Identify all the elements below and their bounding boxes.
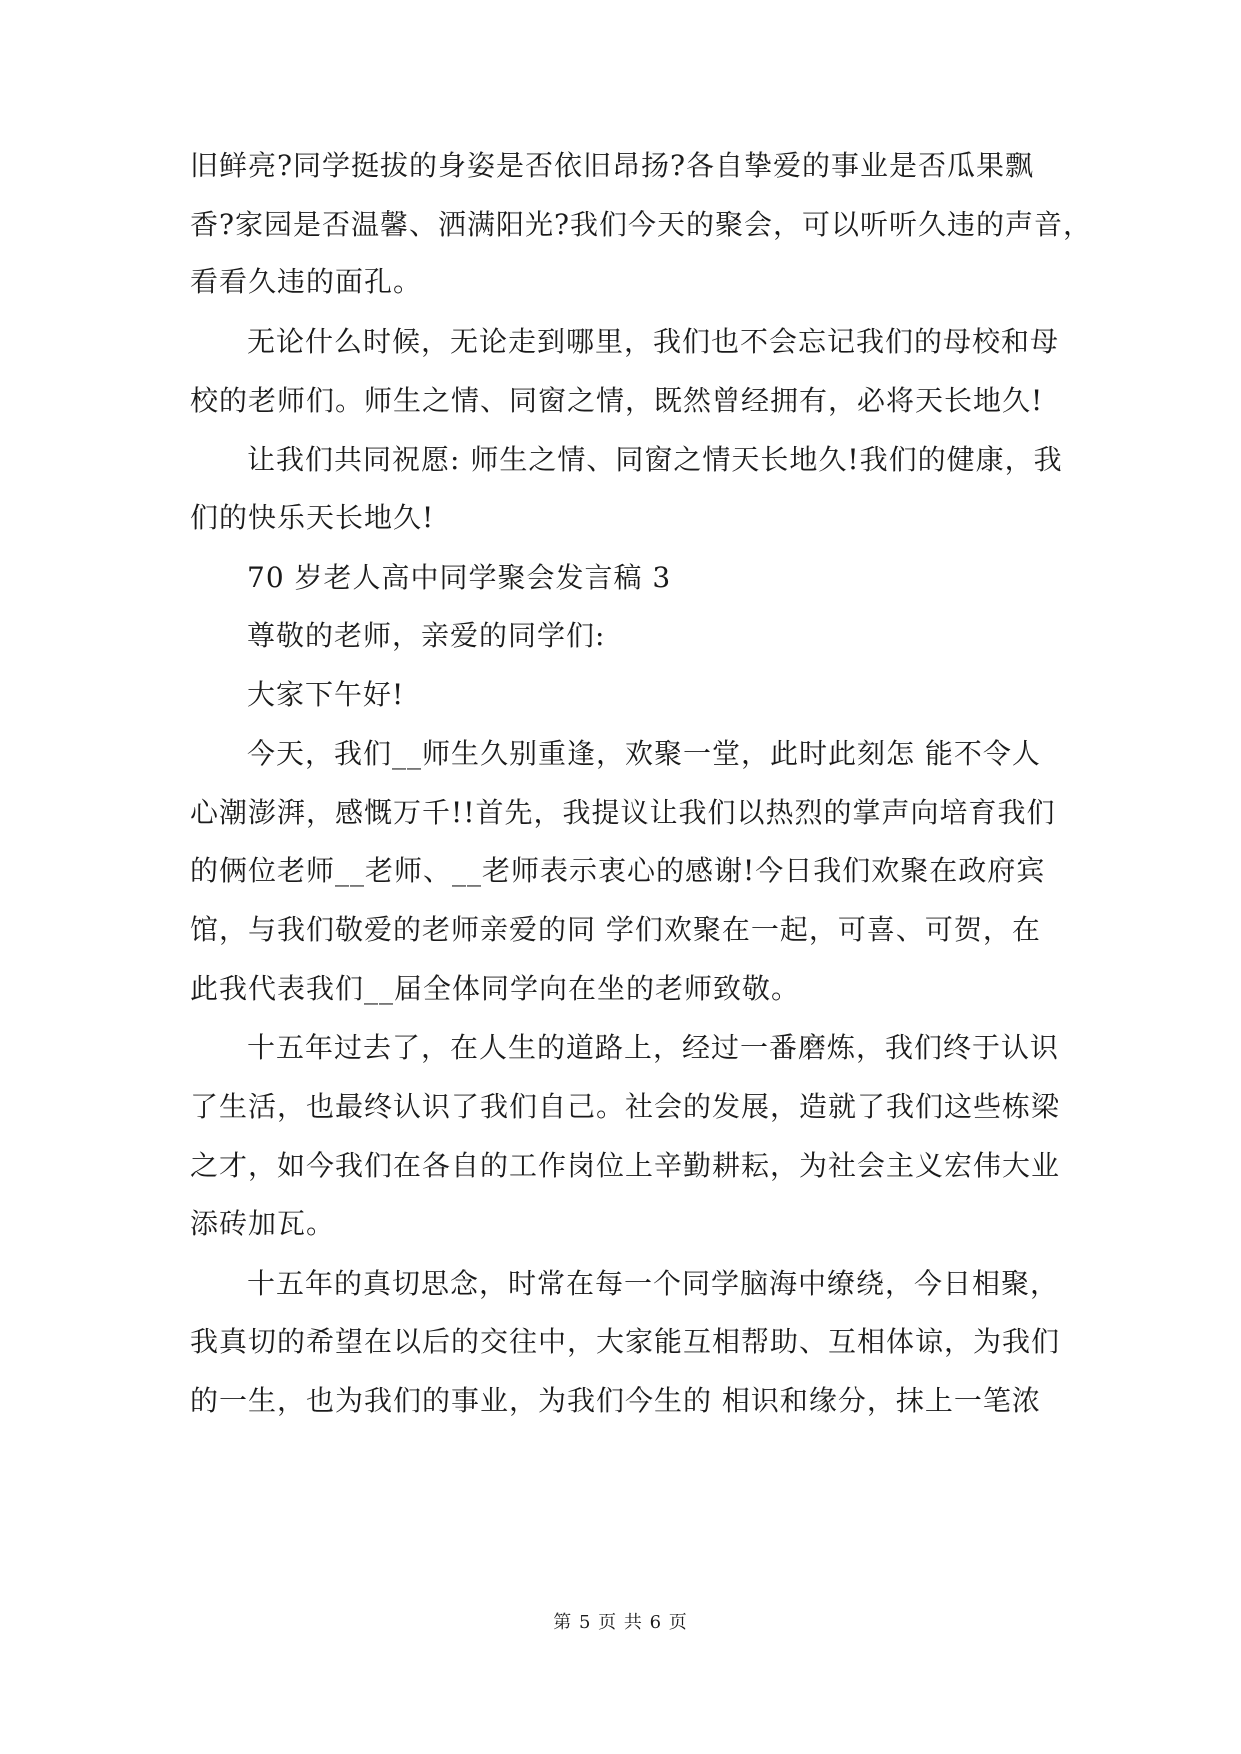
text-line: 此我代表我们__届全体同学向在坐的老师致敬。 (190, 972, 801, 1005)
text-line: 香?家园是否温馨、洒满阳光?我们今天的聚会，可以听听久违的声音， (190, 208, 1093, 241)
text-line: 馆，与我们敬爱的老师亲爱的同 学们欢聚在一起，可喜、可贺，在 (190, 913, 1041, 946)
paragraph-line: 十五年过去了，在人生的道路上，经过一番磨炼，我们终于认识 (247, 1031, 1060, 1064)
text-line: 的俩位老师__老师、__老师表示衷心的感谢!今日我们欢聚在政府宾 (190, 854, 1046, 887)
text-line: 看看久违的面孔。 (190, 265, 423, 298)
paragraph-line: 让我们共同祝愿: 师生之情、同窗之情天长地久!我们的健康，我 (247, 443, 1063, 476)
text-line: 之才，如今我们在各自的工作岗位上辛勤耕耘，为社会主义宏伟大业 (190, 1149, 1061, 1182)
paragraph-line: 无论什么时候，无论走到哪里，我们也不会忘记我们的母校和母 (247, 325, 1060, 358)
text-line: 心潮澎湃，感慨万千!!首先，我提议让我们以热烈的掌声向培育我们 (190, 796, 1056, 829)
paragraph-line: 今天，我们__师生久别重逢，欢聚一堂，此时此刻怎 能不令人 (247, 737, 1041, 770)
text-line: 们的快乐天长地久! (190, 501, 435, 534)
page-footer: 第 5 页 共 6 页 (553, 1612, 688, 1633)
greeting-line: 大家下午好! (247, 678, 405, 711)
text-line: 我真切的希望在以后的交往中，大家能互相帮助、互相体谅，为我们 (190, 1325, 1061, 1358)
text-line: 添砖加瓦。 (190, 1207, 336, 1240)
greeting-line: 尊敬的老师，亲爱的同学们: (247, 619, 606, 652)
paragraph-line: 十五年的真切思念，时常在每一个同学脑海中缭绕，今日相聚， (247, 1267, 1060, 1300)
text-line: 旧鲜亮?同学挺拔的身姿是否依旧昂扬?各自挚爱的事业是否瓜果飘 (190, 149, 1035, 182)
text-line: 的一生，也为我们的事业，为我们今生的 相识和缘分，抹上一笔浓 (190, 1384, 1041, 1417)
section-heading: 70 岁老人高中同学聚会发言稿 3 (247, 561, 672, 594)
text-line: 校的老师们。师生之情、同窗之情，既然曾经拥有，必将天长地久! (190, 384, 1044, 417)
text-line: 了生活，也最终认识了我们自己。社会的发展，造就了我们这些栋梁 (190, 1090, 1061, 1123)
